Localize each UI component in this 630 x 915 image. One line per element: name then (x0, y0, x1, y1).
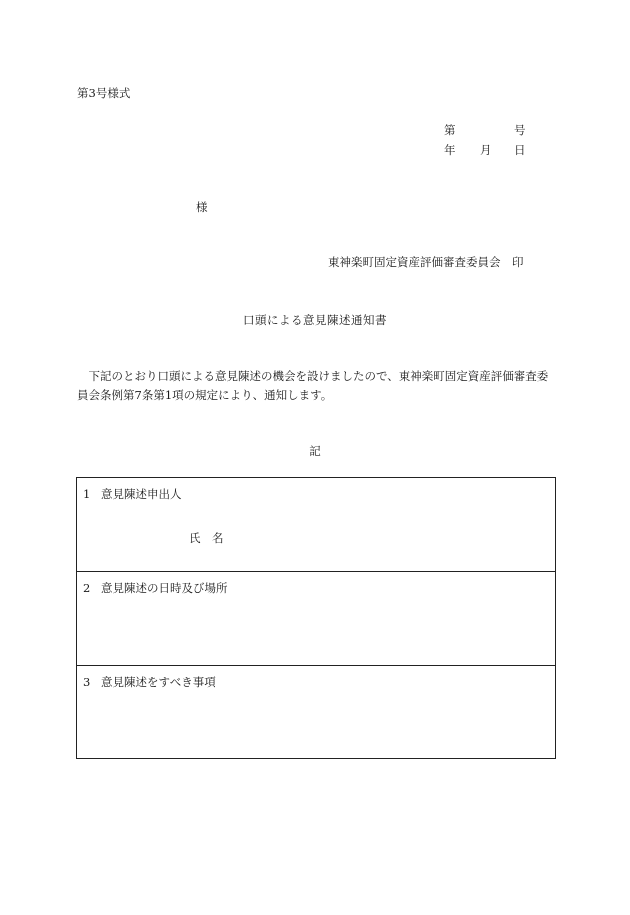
item-number: 3 (83, 675, 91, 689)
date-day-label: 日 (514, 143, 526, 157)
name-field-label: 氏 名 (189, 531, 224, 545)
document-number-suffix: 号 (514, 123, 526, 137)
date-month-label: 月 (480, 143, 492, 157)
document-number-label: 第 (444, 123, 456, 137)
item-row-datetime-place (77, 572, 555, 666)
item-number: 1 (83, 487, 91, 501)
body-paragraph: 下記のとおり口頭による意見陳述の機会を設けましたので、東神楽町固定資産評価審査委員会条例第7条第1項の規定により、通知します。 (77, 369, 549, 402)
item-number: 2 (83, 581, 91, 595)
ki-heading: 記 (309, 444, 321, 458)
item-row-matters (77, 666, 555, 758)
item-label: 意見陳述の日時及び場所 (101, 581, 228, 595)
document-title: 口頭による意見陳述通知書 (243, 313, 387, 327)
item-label: 意見陳述申出人 (101, 487, 182, 501)
issuer-name: 東神楽町固定資産評価審査委員会 印 (328, 255, 524, 269)
item-heading (83, 674, 216, 690)
item-heading (83, 580, 228, 596)
form-number: 第3号様式 (77, 86, 131, 100)
addressee-honorific: 様 (196, 200, 208, 214)
item-row-applicant (77, 478, 555, 572)
item-label: 意見陳述をすべき事項 (101, 675, 216, 689)
items-table (76, 477, 556, 759)
date-year-label: 年 (444, 143, 456, 157)
item-heading (83, 486, 182, 502)
